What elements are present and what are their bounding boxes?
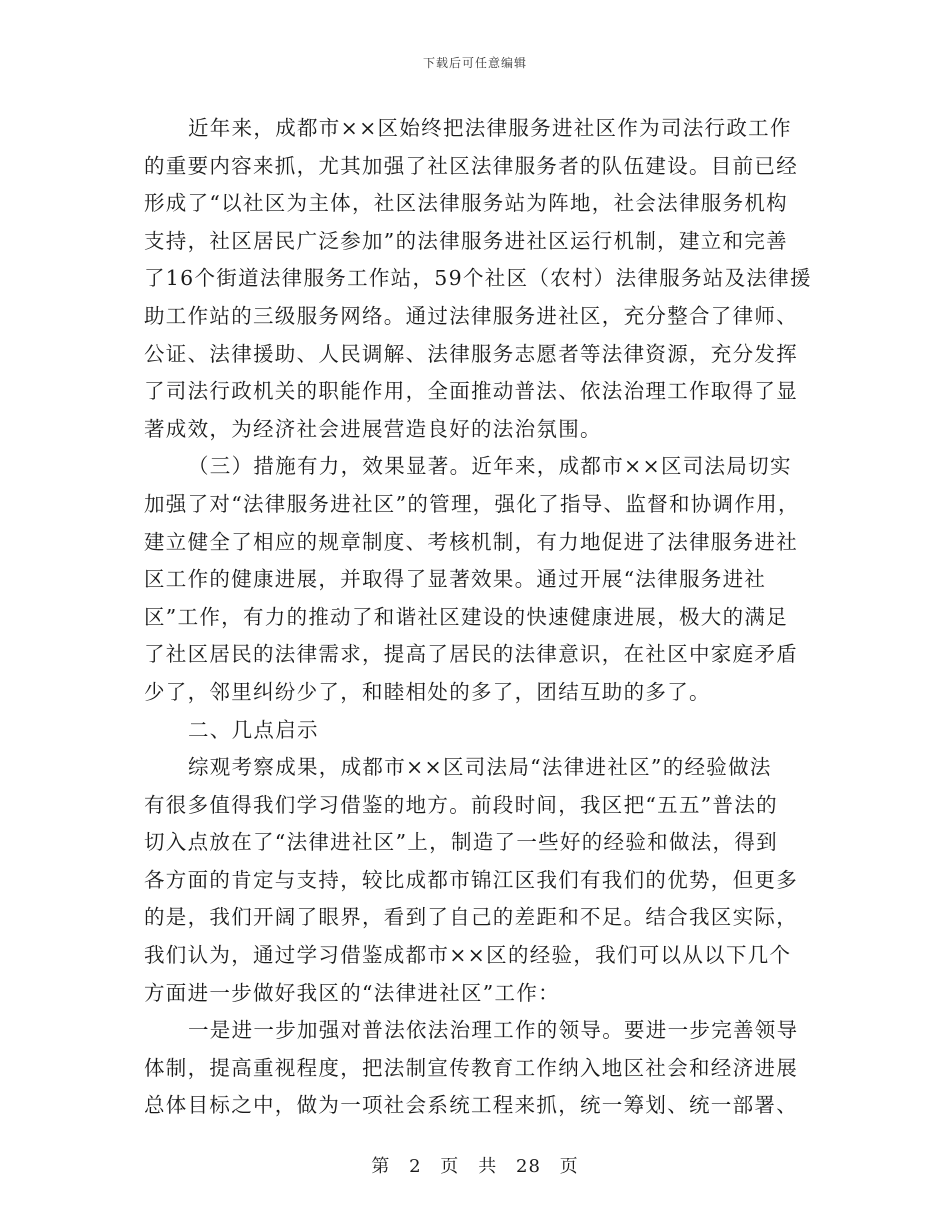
paragraph-line: （三）措施有力，效果显著。近年来，成都市××区司法局切实 — [188, 454, 792, 479]
footer-middle: 页 共 — [440, 1156, 498, 1177]
paragraph-line: 了16个街道法律服务工作站，59个社区（农村）法律服务站及法律援 — [144, 266, 812, 291]
paragraph-line: 形成了“以社区为主体，社区法律服务站为阵地，社会法律服务机构 — [144, 191, 788, 216]
paragraph-line: 建立健全了相应的规章制度、考核机制，有力地促进了法律服务进社 — [144, 529, 798, 554]
total-pages: 28 — [516, 1156, 541, 1177]
paragraph-line: 了司法行政机关的职能作用，全面推动普法、依法治理工作取得了显 — [144, 379, 798, 404]
paragraph-line: 方面进一步做好我区的“法律进社区”工作： — [144, 980, 560, 1005]
header-note: 下载后可任意编辑 — [422, 56, 527, 70]
paragraph-line: 综观考察成果，成都市××区司法局“法律进社区”的经验做法 — [188, 755, 772, 780]
paragraph-line: 我们认为，通过学习借鉴成都市××区的经验，我们可以从以下几个 — [144, 943, 792, 968]
paragraph-line: 少了，邻里纠纷少了，和睦相处的多了，团结互助的多了。 — [144, 679, 711, 704]
paragraph-line: 的是，我们开阔了眼界，看到了自己的差距和不足。结合我区实际， — [144, 905, 798, 930]
paragraph-line: 助工作站的三级服务网络。通过法律服务进社区，充分整合了律师、 — [144, 303, 798, 328]
paragraph-line: 切入点放在了“法律进社区”上，制造了一些好的经验和做法，得到 — [144, 830, 778, 855]
paragraph-line: 加强了对“法律服务进社区”的管理，强化了指导、监督和协调作用， — [144, 491, 800, 516]
paragraph-line: 著成效，为经济社会进展营造良好的法治氛围。 — [144, 416, 602, 441]
footer-suffix: 页 — [559, 1156, 579, 1177]
paragraph-line: 有很多值得我们学习借鉴的地方。前段时间，我区把“五五”普法的 — [144, 792, 778, 817]
paragraph-line: 各方面的肯定与支持，较比成都市锦江区我们有我们的优势，但更多 — [144, 867, 798, 892]
paragraph-line: 区”工作，有力的推动了和谐社区建设的快速健康进展，极大的满足 — [144, 604, 788, 629]
footer-prefix: 第 — [371, 1156, 391, 1177]
page-footer — [0, 1152, 950, 1178]
paragraph-line: 了社区居民的法律需求，提高了居民的法律意识，在社区中家庭矛盾 — [144, 642, 798, 667]
body-text — [144, 110, 810, 1125]
paragraph-line: 支持，社区居民广泛参加”的法律服务进社区运行机制，建立和完善 — [144, 228, 788, 253]
paragraph-line: 区工作的健康进展，并取得了显著效果。通过开展“法律服务进社 — [144, 567, 767, 592]
paragraph-line: 的重要内容来抓，尤其加强了社区法律服务者的队伍建设。目前已经 — [144, 153, 798, 178]
paragraph-line: 一是进一步加强对普法依法治理工作的领导。要进一步完善领导 — [188, 1018, 799, 1043]
paragraph-line: 近年来，成都市××区始终把法律服务进社区作为司法行政工作 — [188, 116, 792, 140]
paragraph-line: 总体目标之中，做为一项社会系统工程来抓，统一筹划、统一部署、 — [144, 1093, 798, 1118]
current-page-number: 2 — [409, 1156, 422, 1177]
paragraph-line: 公证、法律援助、人民调解、法律服务志愿者等法律资源，充分发挥 — [144, 341, 798, 366]
paragraph-line: 体制，提高重视程度，把法制宣传教育工作纳入地区社会和经济进展 — [144, 1055, 798, 1080]
section-heading: 二、几点启示 — [188, 717, 319, 742]
